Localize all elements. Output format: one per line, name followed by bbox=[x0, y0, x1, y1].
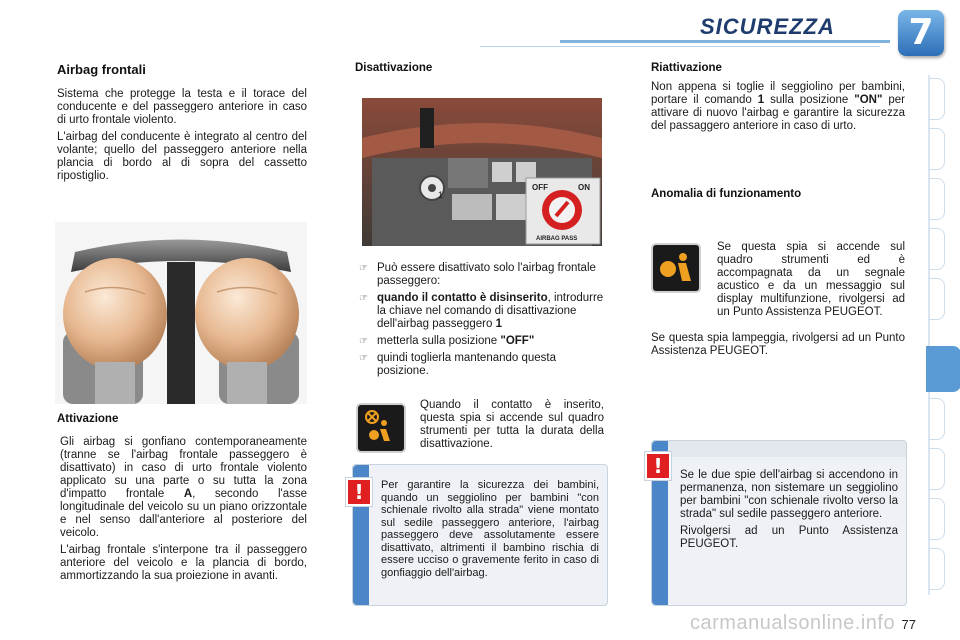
deactivation-steps bbox=[357, 262, 607, 382]
page-number: 77 bbox=[901, 617, 916, 632]
intro-paragraph-1: Sistema che protegge la testa e il torace del conducente e del passeggero anteriore in caso di urto frontale violento. bbox=[57, 88, 307, 126]
deactivation-heading: Disattivazione bbox=[355, 62, 433, 74]
side-tab-2[interactable] bbox=[930, 128, 945, 170]
watermark: carmanualsonline.info bbox=[690, 612, 896, 634]
bullet-hand-icon: ☞ bbox=[359, 336, 368, 347]
header-rule-thin bbox=[480, 46, 880, 47]
reactivation-on-label: "ON" bbox=[854, 94, 883, 106]
side-tab-1[interactable] bbox=[930, 78, 945, 120]
side-tab-5[interactable] bbox=[930, 278, 945, 320]
photo-label-off: OFF bbox=[532, 183, 548, 192]
step-2-text: , introdurre la chiave nel comando di disattivazione dell'airbag passeggero bbox=[377, 292, 604, 330]
side-tab-4[interactable] bbox=[930, 228, 945, 270]
photo-label-on: ON bbox=[578, 183, 590, 192]
fault-heading: Anomalia di funzionamento bbox=[651, 188, 802, 200]
photo-label-number: 1 bbox=[438, 190, 444, 200]
reactivation-text bbox=[651, 81, 905, 137]
photo-label-airbag: AIRBAG PASS bbox=[536, 236, 578, 242]
airbag-lamps-warning-p1: Se le due spie dell'airbag si accendono in permanenza, non sistemare un seggiolino per bambini "con schienale rivolto verso la strada" sul sedile passeggero anteriore. bbox=[680, 469, 898, 520]
activation-heading: Attivazione bbox=[57, 413, 119, 425]
chapter-badge bbox=[898, 10, 944, 56]
activation-p1-pre: Gli airbag si gonfiano contemporaneamente (tranne se l'airbag frontale passeggero è disattivato) in caso di urto frontale violento applicato su una parte o su tutta la zona d'impatto frontale bbox=[60, 436, 307, 500]
child-seat-warning bbox=[352, 464, 608, 606]
activation-p1-zone: A bbox=[183, 488, 193, 500]
activation-p1-post: , secondo l'asse longitudinale del veicolo su un piano orizzontale e nel senso dall'anteriore al posteriore del veicolo. bbox=[60, 488, 307, 539]
deactivation-photo-svg bbox=[362, 98, 602, 246]
side-tab-3[interactable] bbox=[930, 178, 945, 220]
airbag-illustration bbox=[55, 222, 307, 404]
chapter-number: 7 bbox=[908, 12, 934, 53]
step-2-number: 1 bbox=[495, 318, 502, 330]
bullet-hand-icon: ☞ bbox=[359, 263, 368, 274]
fault-paragraph-2: Se questa spia lampeggia, rivolgersi ad un Punto Assistenza PEUGEOT. bbox=[651, 332, 905, 357]
bullet-hand-icon: ☞ bbox=[359, 353, 368, 364]
warning-exclamation-icon: ! bbox=[346, 478, 372, 506]
child-seat-warning-text: Per garantire la sicurezza dei bambini, quando un seggiolino per bambini "con schienale rivolto alla strada" viene montato sul sedile passeggero anteriore, l'airbag passeggero deve assolutamente essere disattivato, altrimenti il bambino rischia di essere ucciso o gravemente ferito in caso di gonfiaggio dell'airbag. bbox=[381, 479, 599, 579]
reactivation-pre: Non appena si toglie il seggiolino per bambini, portare il comando bbox=[651, 81, 905, 106]
airbag-lamps-warning bbox=[651, 440, 907, 606]
step-1 bbox=[357, 262, 607, 288]
side-tab-9[interactable] bbox=[930, 448, 945, 490]
side-tab-7-active[interactable] bbox=[926, 346, 960, 392]
airbag-heading: Airbag frontali bbox=[57, 62, 146, 77]
step-2 bbox=[357, 292, 607, 331]
reactivation-post: per attivare di nuovo l'airbag e garantire la sicurezza del passaggero anteriore in caso di urto. bbox=[651, 94, 905, 132]
step-3 bbox=[357, 335, 607, 348]
intro-text bbox=[57, 88, 307, 187]
step-3-bold: "OFF" bbox=[500, 335, 535, 347]
activation-paragraph-1 bbox=[60, 436, 307, 540]
reactivation-paragraph bbox=[651, 81, 905, 133]
activation-text bbox=[60, 436, 307, 587]
airbag-lamps-warning-text bbox=[680, 469, 898, 555]
warning-exclamation-icon: ! bbox=[645, 452, 671, 480]
airbag-off-lamp-icon bbox=[356, 403, 406, 453]
airbag-lamps-warning-p2: Rivolgersi ad un Punto Assistenza PEUGEOT. bbox=[680, 525, 898, 550]
intro-paragraph-2: L'airbag del conducente è integrato al centro del volante; quello del passeggero anteriore nella plancia di bordo al di sopra del cassetto ripostiglio. bbox=[57, 131, 307, 182]
side-tab-8[interactable] bbox=[930, 398, 945, 440]
lamp-description: Quando il contatto è inserito, questa spia si accende sul quadro strumenti per tutta la durata della disattivazione. bbox=[420, 399, 604, 450]
section-title: SICUREZZA bbox=[700, 14, 835, 39]
reactivation-heading: Riattivazione bbox=[651, 62, 722, 74]
reactivation-mid: sulla posizione bbox=[764, 94, 855, 106]
airbag-fault-lamp-icon bbox=[651, 243, 701, 293]
step-1-text: Può essere disattivato solo l'airbag frontale passeggero: bbox=[377, 262, 596, 287]
step-3-text: metterla sulla posizione bbox=[377, 335, 501, 347]
fault-paragraph-1: Se questa spia si accende sul quadro strumenti ed è accompagnata da un segnale acustico e da un messaggio sul display multifunzione, rivolgersi ad un Punto Assistenza PEUGEOT. bbox=[717, 241, 905, 318]
deactivation-photo bbox=[362, 98, 602, 246]
warning-header-strip bbox=[668, 441, 906, 457]
step-4 bbox=[357, 352, 607, 378]
header-rule bbox=[560, 40, 890, 43]
activation-paragraph-2: L'airbag frontale s'interpone tra il passeggero anteriore del veicolo e la plancia di bordo, ammortizzando la sua proiezione in avanti. bbox=[60, 544, 307, 582]
airbag-illustration-svg bbox=[55, 222, 307, 404]
reactivation-control-number: 1 bbox=[757, 94, 765, 106]
side-tab-11[interactable] bbox=[930, 548, 945, 590]
bullet-hand-icon: ☞ bbox=[359, 293, 368, 304]
step-4-text: quindi toglierla mantenando questa posizione. bbox=[377, 352, 557, 377]
step-2-bold: quando il contatto è disinserito bbox=[377, 292, 548, 304]
side-tab-10[interactable] bbox=[930, 498, 945, 540]
